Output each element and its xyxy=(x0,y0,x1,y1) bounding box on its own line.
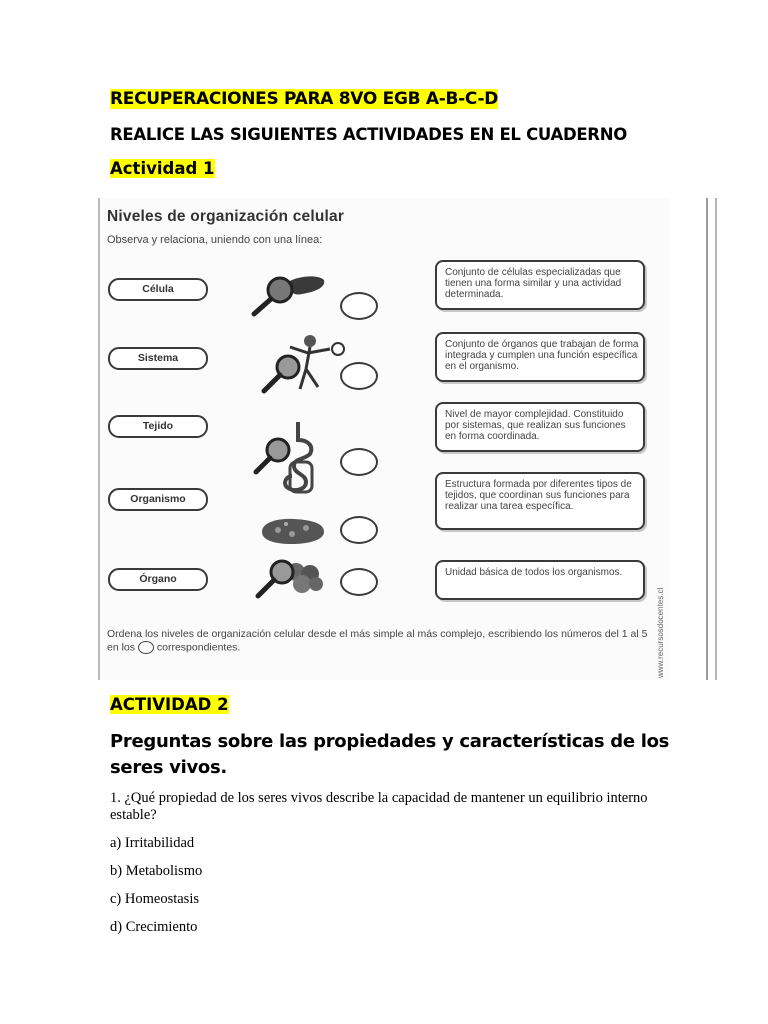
worksheet-instruction: Observa y relaciona, uniendo con una línea: xyxy=(107,234,323,246)
worksheet-image xyxy=(98,198,670,680)
definition-text: Conjunto de órganos que trabajan de forma integrada y cumplen una función específica en el organismo. xyxy=(445,339,639,372)
activity-1-heading: Actividad 1 xyxy=(110,159,215,178)
definition-text: Estructura formada por diferentes tipos de tejidos, que coordinan sus funciones para realizar una tarea específica. xyxy=(445,479,632,512)
header-title: RECUPERACIONES PARA 8VO EGB A-B-C-D xyxy=(110,89,499,109)
digestive-system-figure xyxy=(250,418,340,502)
activity-2-heading: ACTIVIDAD 2 xyxy=(110,695,229,714)
option-a: a) Irritabilidad xyxy=(110,835,195,851)
option-c: c) Homeostasis xyxy=(110,891,199,907)
definition-text: Conjunto de células especializadas que tienen una forma similar y una actividad determinada. xyxy=(445,267,622,300)
side-watermark: www.recursosdocentes.cl xyxy=(656,587,665,678)
magnifier-icon xyxy=(248,268,328,318)
athlete-figure xyxy=(260,333,355,403)
definition-box xyxy=(435,560,645,600)
option-d: d) Crecimiento xyxy=(110,919,198,935)
page-edge-line xyxy=(706,198,708,680)
answer-circle xyxy=(340,292,378,320)
activity-2-title: Preguntas sobre las propiedades y características de los seres vivos. xyxy=(110,731,670,778)
header-instruction: REALICE LAS SIGUIENTES ACTIVIDADES EN EL CUADERNO xyxy=(110,125,627,144)
circle-symbol-icon xyxy=(138,641,154,654)
definition-box xyxy=(435,472,645,530)
definition-box xyxy=(435,402,645,452)
answer-circle xyxy=(340,568,378,596)
definition-text: Nivel de mayor complejidad. Constituido por sistemas, que realizan sus funciones en forma coordinada. xyxy=(445,409,626,442)
page-edge-line xyxy=(715,198,717,680)
option-b: b) Metabolismo xyxy=(110,863,203,879)
answer-circle xyxy=(340,362,378,390)
label-sistema: Sistema xyxy=(108,347,208,370)
label-organismo: Organismo xyxy=(108,488,208,511)
label-organo: Órgano xyxy=(108,568,208,591)
worksheet-footer: Ordena los niveles de organización celular desde el más simple al más complejo, escribiendo los números del 1 al 5 en los correspondientes. xyxy=(107,628,648,654)
definition-box xyxy=(435,332,645,382)
question-1: 1. ¿Qué propiedad de los seres vivos describe la capacidad de mantener un equilibrio interno estable? xyxy=(110,790,648,823)
definition-text: Unidad básica de todos los organismos. xyxy=(445,567,623,578)
answer-circle xyxy=(340,516,378,544)
worksheet-title: Niveles de organización celular xyxy=(107,208,345,225)
answer-circle xyxy=(340,448,378,476)
organ-cells-figure xyxy=(250,556,330,600)
label-tejido: Tejido xyxy=(108,415,208,438)
definition-box xyxy=(435,260,645,310)
label-celula: Célula xyxy=(108,278,208,301)
tissue-figure xyxy=(258,516,328,546)
